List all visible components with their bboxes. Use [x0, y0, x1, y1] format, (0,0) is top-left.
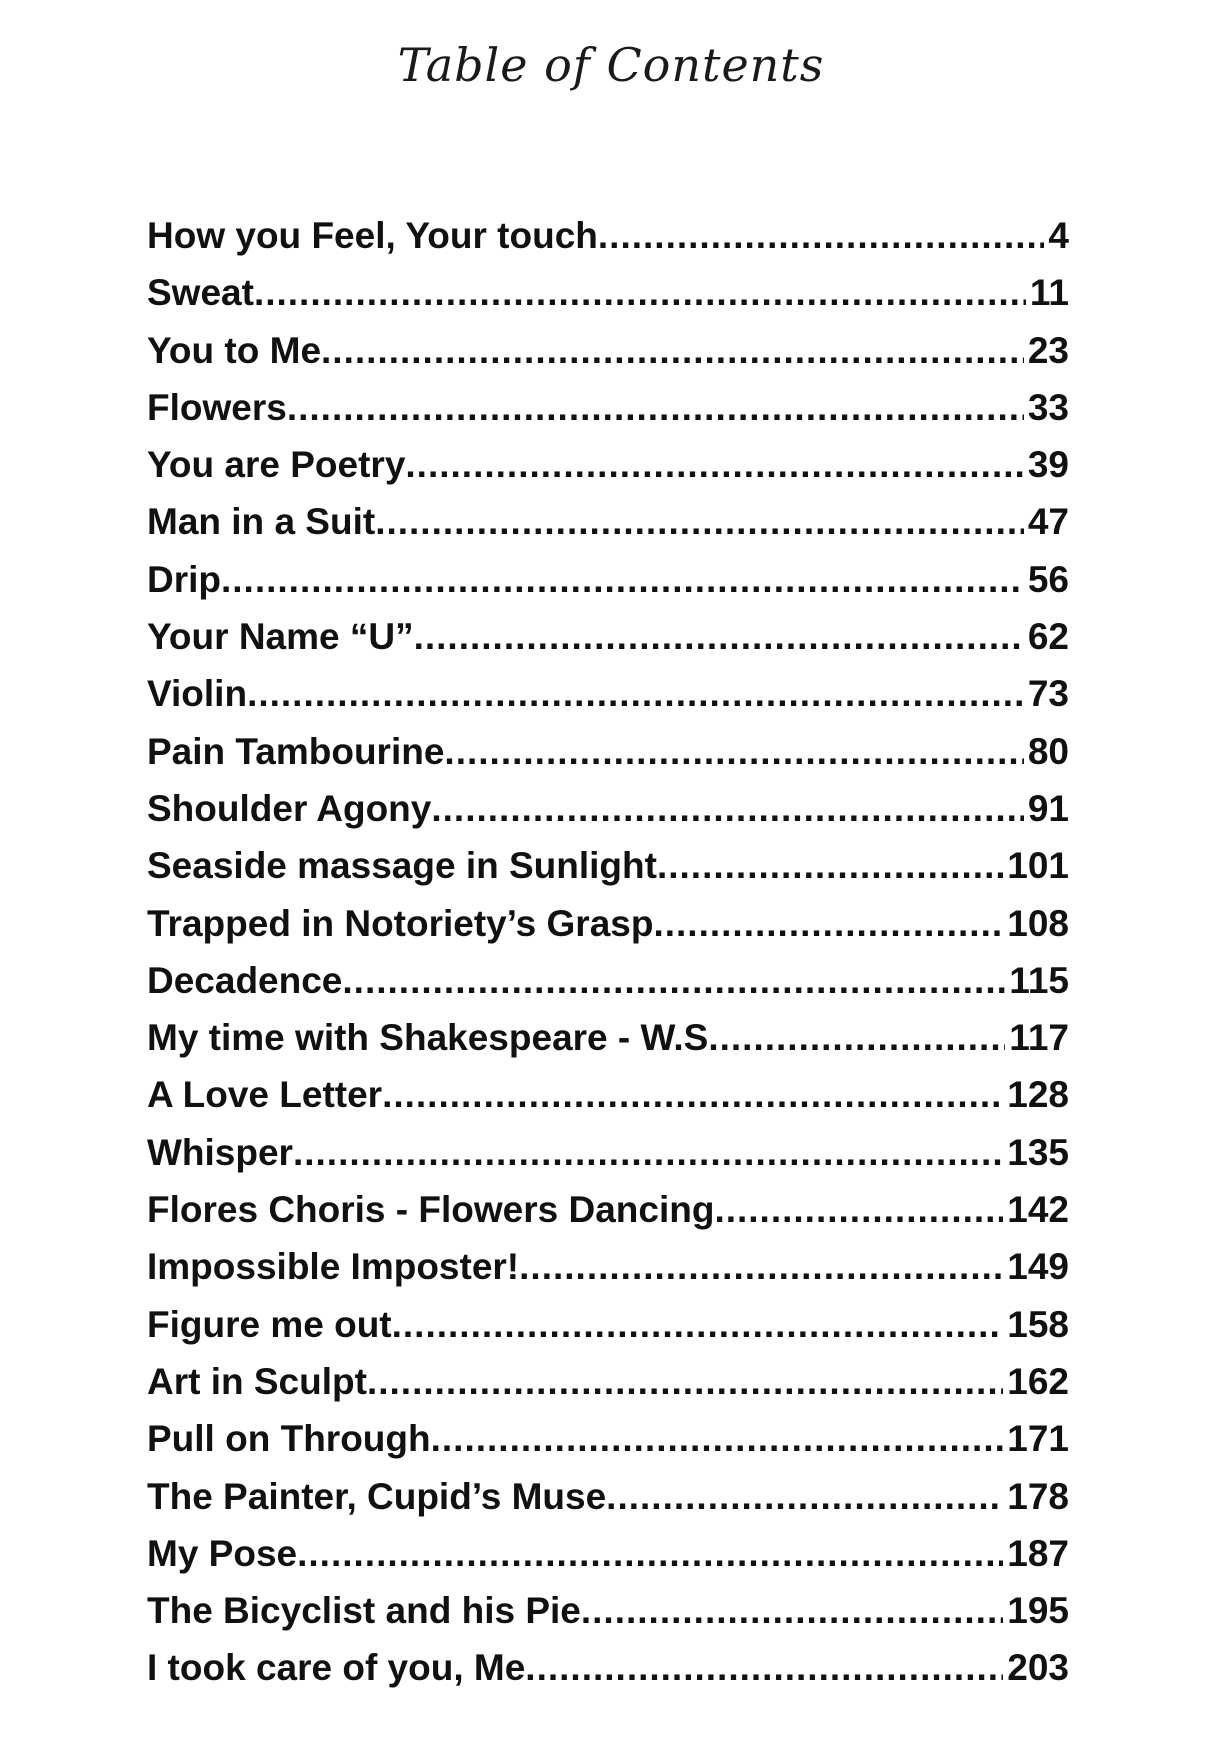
- toc-dot-leader: [714, 1181, 1003, 1238]
- toc-entry-title: A Love Letter: [147, 1074, 383, 1116]
- toc-page-number: 23: [1027, 329, 1069, 371]
- toc-page-number: 128: [1007, 1074, 1069, 1116]
- toc-entry-title: Art in Sculpt: [147, 1360, 367, 1402]
- toc-page-number: 178: [1007, 1475, 1069, 1517]
- toc-page-number: 115: [1009, 959, 1069, 1001]
- toc-page-number: 135: [1007, 1131, 1069, 1173]
- toc-dot-leader: [598, 207, 1045, 264]
- toc-entry: [147, 1468, 1069, 1525]
- toc-dot-leader: [414, 608, 1024, 665]
- toc-dot-leader: [293, 1124, 1003, 1181]
- toc-dot-leader: [254, 264, 1026, 321]
- toc-dot-leader: [405, 436, 1023, 493]
- toc-entry: [147, 493, 1069, 550]
- toc-entry: [147, 1639, 1069, 1696]
- toc-entry: [147, 1181, 1069, 1238]
- toc-entry: [147, 1525, 1069, 1582]
- toc-dot-leader: [321, 322, 1024, 379]
- toc-entry-title: Impossible Imposter!: [147, 1246, 520, 1288]
- toc-dot-leader: [444, 723, 1023, 780]
- table-of-contents: [147, 207, 1069, 1697]
- toc-page-number: 203: [1007, 1647, 1069, 1689]
- toc-entry-title: Whisper: [147, 1131, 293, 1173]
- toc-entry-title: Decadence: [147, 959, 343, 1001]
- toc-entry-title: Man in a Suit: [147, 501, 376, 543]
- toc-dot-leader: [606, 1468, 1003, 1525]
- toc-entry: [147, 322, 1069, 379]
- toc-page-number: 47: [1027, 501, 1069, 543]
- toc-page-number: 171: [1007, 1418, 1069, 1460]
- toc-page-number: 33: [1027, 386, 1069, 428]
- toc-entry-title: My time with Shakespeare - W.S: [147, 1017, 709, 1059]
- toc-entry: [147, 1066, 1069, 1123]
- toc-entry: [147, 1353, 1069, 1410]
- toc-dot-leader: [297, 1525, 1003, 1582]
- toc-page-number: 108: [1007, 902, 1069, 944]
- toc-page-number: 142: [1007, 1189, 1069, 1231]
- toc-dot-leader: [581, 1582, 1003, 1639]
- toc-entry: [147, 379, 1069, 436]
- toc-page-number: 187: [1007, 1532, 1069, 1574]
- toc-entry: [147, 895, 1069, 952]
- toc-dot-leader: [653, 895, 1003, 952]
- toc-entry: [147, 1296, 1069, 1353]
- toc-entry-title: Flowers: [147, 386, 287, 428]
- toc-dot-leader: [525, 1639, 1003, 1696]
- toc-entry: [147, 207, 1069, 264]
- toc-entry: [147, 1124, 1069, 1181]
- toc-entry: [147, 608, 1069, 665]
- toc-dot-leader: [657, 837, 1003, 894]
- toc-dot-leader: [375, 493, 1024, 550]
- toc-entry: [147, 1410, 1069, 1467]
- toc-entry: [147, 952, 1069, 1009]
- toc-entry-title: Flores Choris - Flowers Dancing: [147, 1189, 715, 1231]
- toc-entry-title: Violin: [147, 673, 248, 715]
- toc-entry-title: Pain Tambourine: [147, 730, 445, 772]
- toc-entry-title: Drip: [147, 558, 221, 600]
- toc-page-number: 149: [1007, 1246, 1069, 1288]
- page-title: Table of Contents: [397, 38, 825, 92]
- toc-entry: [147, 551, 1069, 608]
- toc-page-number: 101: [1007, 845, 1069, 887]
- toc-entry: [147, 665, 1069, 722]
- toc-page-number: 162: [1007, 1360, 1069, 1402]
- toc-page-number: 80: [1027, 730, 1069, 772]
- toc-entry-title: My Pose: [147, 1532, 298, 1574]
- toc-page-number: 4: [1048, 215, 1069, 256]
- toc-entry-title: The Painter, Cupid’s Muse: [147, 1475, 607, 1517]
- toc-page-number: 62: [1027, 616, 1069, 658]
- toc-dot-leader: [392, 1296, 1004, 1353]
- toc-dot-leader: [519, 1238, 1003, 1295]
- toc-page-number: 117: [1009, 1017, 1069, 1059]
- toc-dot-leader: [708, 1009, 1005, 1066]
- toc-dot-leader: [367, 1353, 1003, 1410]
- toc-entry: [147, 780, 1069, 837]
- toc-entry: [147, 436, 1069, 493]
- toc-dot-leader: [287, 379, 1024, 436]
- toc-entry: [147, 1238, 1069, 1295]
- toc-page-number: 158: [1007, 1303, 1069, 1345]
- toc-entry: [147, 1009, 1069, 1066]
- toc-entry-title: Figure me out: [147, 1303, 392, 1345]
- toc-dot-leader: [247, 665, 1024, 722]
- toc-entry-title: Sweat: [147, 272, 254, 314]
- toc-entry-title: You are Poetry: [147, 444, 406, 486]
- toc-dot-leader: [431, 780, 1023, 837]
- toc-entry-title: You to Me: [147, 329, 322, 371]
- toc-entry: [147, 264, 1069, 321]
- toc-dot-leader: [431, 1410, 1004, 1467]
- toc-entry-title: Seaside massage in Sunlight: [147, 845, 657, 887]
- toc-dot-leader: [342, 952, 1005, 1009]
- toc-dot-leader: [221, 551, 1024, 608]
- toc-entry-title: The Bicyclist and his Pie: [147, 1590, 581, 1632]
- toc-entry-title: Trapped in Notoriety’s Grasp: [147, 902, 654, 944]
- toc-entry: [147, 837, 1069, 894]
- toc-page-number: 39: [1027, 444, 1069, 486]
- toc-entry-title: How you Feel, Your touch: [147, 215, 598, 256]
- toc-page-number: 56: [1027, 558, 1069, 600]
- toc-entry-title: Pull on Through: [147, 1418, 431, 1460]
- toc-page-number: 91: [1027, 787, 1069, 829]
- toc-page-number: 11: [1029, 272, 1069, 314]
- toc-entry-title: Shoulder Agony: [147, 787, 432, 829]
- toc-page-number: 73: [1027, 673, 1069, 715]
- toc-dot-leader: [382, 1066, 1003, 1123]
- toc-entry: [147, 723, 1069, 780]
- toc-entry: [147, 1582, 1069, 1639]
- toc-entry-title: I took care of you, Me: [147, 1647, 526, 1689]
- toc-entry-title: Your Name “U”: [147, 616, 414, 658]
- toc-page-number: 195: [1007, 1590, 1069, 1632]
